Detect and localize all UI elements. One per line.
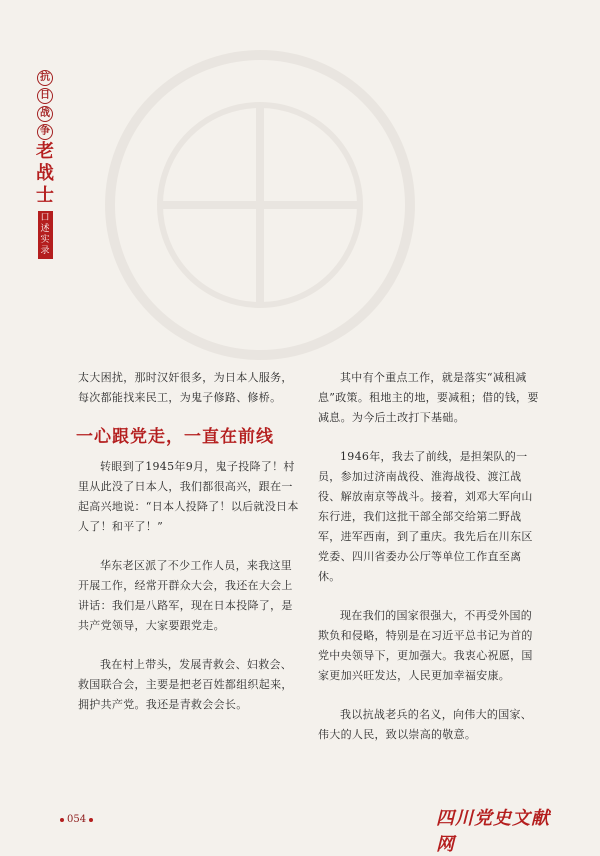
paragraph: 现在我们的国家很强大，不再受外国的欺负和侵略，特别是在习近平总书记为首的党中央领导下，更加强大。我衷心祝愿，国家更加兴旺发达，人民更加幸福安康。 (318, 609, 533, 682)
paragraph: 太大困扰，那时汉奸很多，为日本人服务，每次都能找来民工，为鬼子修路、修桥。 (78, 371, 293, 404)
paragraph: 我在村上带头，发展青救会、妇救会、救国联合会，主要是把老百姓都组织起来，拥护共产党。我还是青救会会长。 (78, 658, 293, 711)
dot-icon (89, 818, 93, 822)
circled-char: 抗 (37, 70, 53, 86)
paragraph: 转眼到了1945年9月，鬼子投降了！村里从此没了日本人，我们都很高兴，跟在一起高兴地说：“日本人投降了！以后就没日本人了！和平了！” (78, 460, 299, 533)
boxed-subtitle (38, 211, 53, 259)
page-number (60, 814, 93, 825)
page-number-text: 054 (67, 814, 87, 825)
brand-logo-text: 四川党史文献网 (436, 808, 550, 855)
series-title-vertical (38, 70, 52, 259)
paragraph: 华东老区派了不少工作人员，来我这里开展工作，经常开群众大会，我还在大会上讲话：我们是八路军，现在日本投降了，是共产党领导，大家要跟党走。 (78, 559, 293, 632)
circled-char: 争 (37, 124, 53, 140)
dot-icon (60, 818, 64, 822)
boxed-char: 实 (40, 235, 50, 245)
section-heading: 一心跟党走，一直在前线 (76, 427, 274, 447)
paragraph: 1946年，我去了前线，是担架队的一员，参加过济南战役、淮海战役、渡江战役、解放南京等战斗。接着，刘邓大军向山东行进，我们这批干部全部交给第二野战军，进军西南，到了重庆。我先后在川东区党委、四川省委办公厅等单位工作直至离休。 (318, 450, 533, 583)
paragraph: 我以抗战老兵的名义，向伟大的国家、伟大的人民，致以崇高的敬意。 (318, 708, 533, 741)
faded-emblem-watermark (70, 40, 450, 370)
big-char: 老 (36, 141, 54, 162)
circled-char: 战 (37, 106, 53, 122)
right-column (318, 368, 540, 764)
boxed-char: 口 (40, 213, 50, 223)
boxed-char: 录 (40, 246, 50, 256)
circled-char: 日 (37, 88, 53, 104)
big-char: 士 (36, 185, 54, 206)
left-column (78, 368, 300, 734)
boxed-char: 述 (40, 224, 50, 234)
paragraph: 其中有个重点工作，就是落实“减租减息”政策。租地主的地，要减租；借的钱，要减息。为今后土改打下基础。 (318, 371, 539, 424)
big-char: 战 (36, 163, 54, 184)
